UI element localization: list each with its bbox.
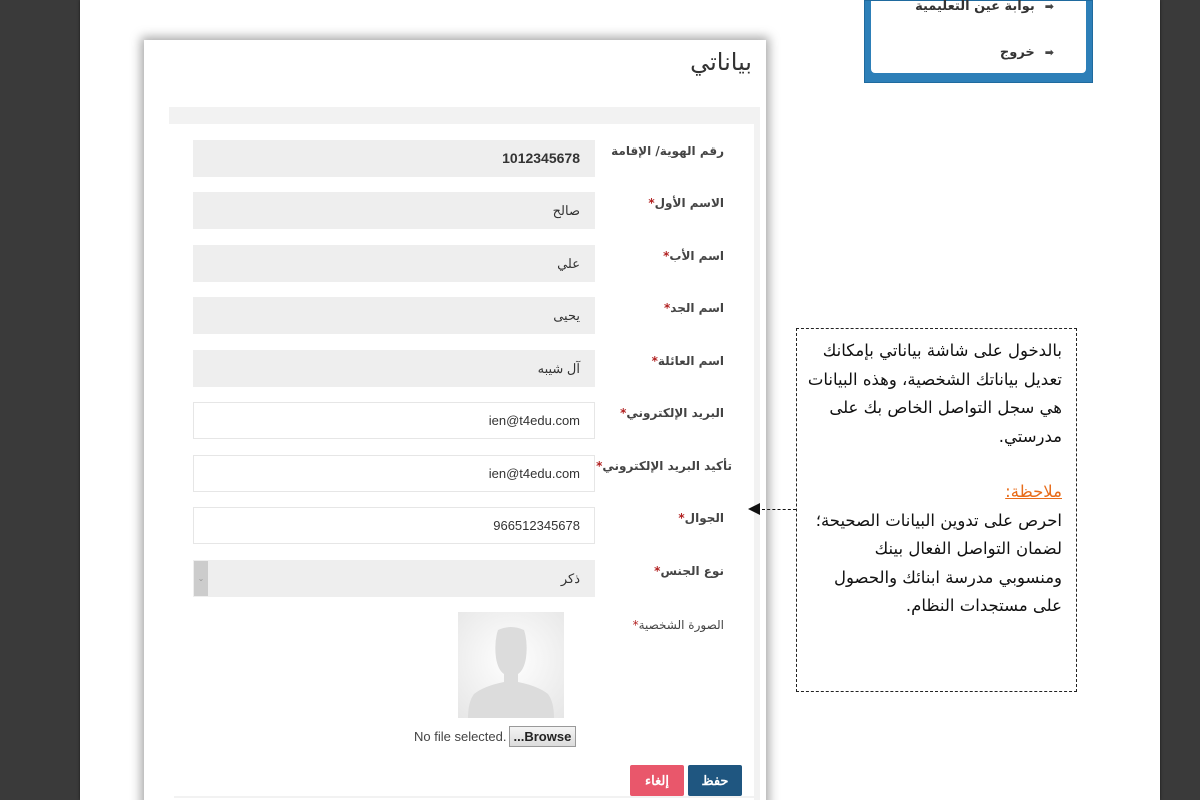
file-upload [414, 726, 576, 747]
annotation-note-body: احرص على تدوين البيانات الصحيحة؛ لضمان التواصل الفعال بينك ومنسوبي مدرسة ابنائك والحصول على مستجدات النظام. [815, 510, 1062, 615]
field-label: البريد الإلكتروني* [620, 406, 724, 420]
save-button[interactable]: حفظ [688, 765, 742, 796]
browse-button[interactable]: ...Browse [509, 726, 577, 747]
section-header-band [169, 107, 760, 124]
user-menu-dropdown [871, 1, 1086, 73]
user-silhouette-icon [458, 612, 564, 718]
field-row-confirm-email [169, 455, 732, 493]
menu-item-label: خروج [999, 45, 1035, 60]
field-label: نوع الجنس* [654, 564, 724, 578]
menu-item-ien-portal[interactable] [915, 0, 1054, 14]
my-data-form-card [144, 40, 766, 800]
required-mark: * [632, 618, 639, 632]
sign-in-icon: ➡ [1044, 0, 1054, 13]
confirm-email-field[interactable]: ien@t4edu.com [193, 455, 595, 492]
required-mark: * [654, 564, 661, 578]
annotation-intro: بالدخول على شاشة بياناتي بإمكانك تعديل بياناتك الشخصية، وهذه البيانات هي سجل التواصل الخاص بك على مدرستي. [807, 341, 1062, 446]
file-status-text: No file selected. [414, 729, 507, 744]
field-row-first-name [169, 192, 724, 230]
family-name-field: آل شيبه [193, 350, 595, 387]
chevron-down-icon: ⌄ [194, 561, 208, 596]
field-label: الصورة الشخصية* [632, 618, 724, 632]
required-mark: * [651, 354, 658, 368]
grandfather-name-field: يحيى [193, 297, 595, 334]
required-mark: * [620, 406, 627, 420]
mobile-field[interactable]: 966512345678 [193, 507, 595, 544]
field-row-grandfather-name [169, 297, 724, 335]
field-row-photo [169, 614, 724, 652]
field-label: الاسم الأول* [648, 196, 724, 210]
annotation-note-title: ملاحظة: [1005, 482, 1062, 501]
field-label: تأكيد البريد الإلكتروني* [596, 459, 732, 473]
field-label: الجوال* [678, 511, 724, 525]
menu-item-label: بوابة عين التعليمية [915, 0, 1035, 14]
field-label: اسم الأب* [663, 249, 724, 263]
sign-out-icon: ➡ [1044, 46, 1054, 59]
cancel-button[interactable]: إلغاء [630, 765, 684, 796]
divider [174, 796, 760, 798]
required-mark: * [596, 459, 603, 473]
field-label: اسم الجد* [664, 301, 724, 315]
field-label: اسم العائلة* [651, 354, 724, 368]
gender-selected-value: ذكر [560, 571, 580, 586]
required-mark: * [663, 249, 670, 263]
profile-photo-placeholder [458, 612, 564, 718]
field-row-father-name [169, 245, 724, 283]
required-mark: * [664, 301, 671, 315]
gender-select[interactable] [193, 560, 595, 597]
required-mark: * [678, 511, 685, 525]
field-label: رقم الهوية/ الإقامة [611, 144, 724, 158]
field-row-mobile [169, 507, 724, 545]
arrow-left-icon [748, 503, 760, 515]
id-number-field: 1012345678 [193, 140, 595, 177]
field-row-id-number [169, 140, 724, 178]
menu-item-logout[interactable] [1000, 45, 1054, 60]
email-field[interactable]: ien@t4edu.com [193, 402, 595, 439]
field-row-email [169, 402, 724, 440]
annotation-callout [796, 328, 1077, 692]
field-row-family-name [169, 350, 724, 388]
user-menu-screenshot [864, 0, 1093, 83]
field-row-gender [169, 560, 724, 598]
callout-arrow-line [762, 509, 796, 510]
first-name-field: صالح [193, 192, 595, 229]
father-name-field: علي [193, 245, 595, 282]
page-title: بياناتي [690, 48, 752, 76]
required-mark: * [648, 196, 655, 210]
